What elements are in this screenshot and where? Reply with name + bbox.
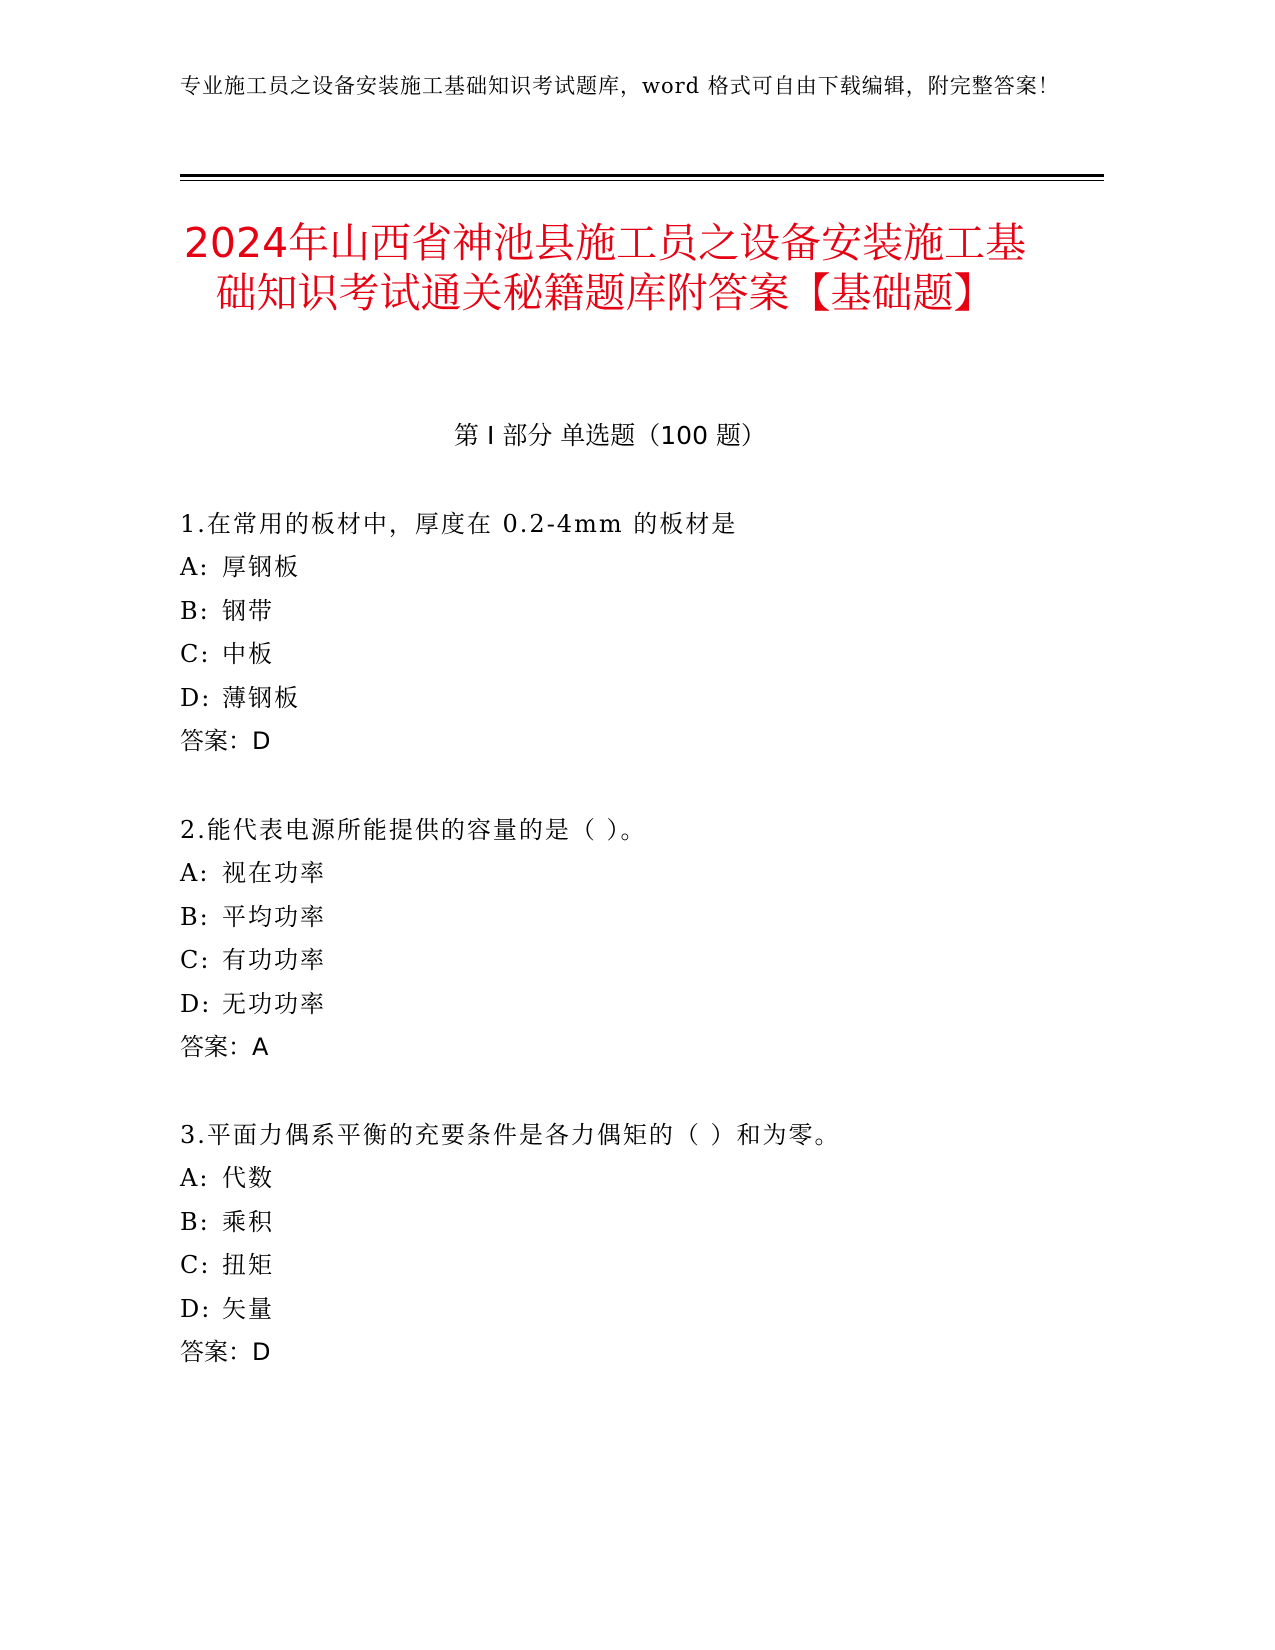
option-key: D: [180, 1294, 212, 1323]
option-b [180, 902, 1080, 932]
option-key: B: [180, 1207, 210, 1236]
document-title: 2024年山西省神池县施工员之设备安装施工基础知识考试通关秘籍题库附答案【基础题】 [183, 219, 1027, 317]
question-1 [180, 509, 1080, 756]
question-3 [180, 1120, 1080, 1367]
header-note: 专业施工员之设备安装施工基础知识考试题库，word 格式可自由下载编辑，附完整答案！ [180, 74, 1060, 98]
question-2 [180, 815, 1080, 1062]
option-key: A: [180, 859, 210, 887]
question-text: 2.能代表电源所能提供的容量的是（ ）。 [180, 816, 647, 844]
option-key: B: [180, 902, 210, 931]
section-title: 第 I 部分 单选题（100 题） [454, 421, 766, 450]
answer-value: D [252, 727, 271, 755]
option-a [180, 858, 1080, 888]
option-text: 矢量 [222, 1294, 274, 1323]
option-text: 扭矩 [222, 1251, 274, 1279]
answer-line [180, 1337, 1080, 1367]
option-key: C: [180, 1251, 211, 1279]
answer-prefix: 答案： [180, 1033, 252, 1061]
option-d [180, 1294, 1080, 1324]
option-key: B: [180, 596, 210, 625]
option-b [180, 1207, 1080, 1237]
option-text: 乘积 [222, 1207, 274, 1236]
answer-value: A [252, 1033, 269, 1061]
option-text: 代数 [222, 1164, 274, 1192]
option-a [180, 1163, 1080, 1193]
option-d [180, 989, 1080, 1019]
option-text: 有功功率 [222, 946, 326, 974]
option-text: 无功功率 [222, 989, 326, 1018]
option-text: 厚钢板 [222, 553, 300, 581]
option-text: 视在功率 [222, 859, 326, 887]
option-text: 平均功率 [222, 902, 326, 931]
option-key: A: [180, 553, 210, 581]
option-key: C: [180, 640, 211, 668]
option-a [180, 552, 1080, 582]
question-text: 1.在常用的板材中，厚度在 0.2-4mm 的板材是 [180, 510, 738, 538]
option-key: C: [180, 946, 211, 974]
option-key: D: [180, 989, 212, 1018]
option-text: 薄钢板 [222, 683, 300, 712]
option-b [180, 596, 1080, 626]
answer-value: D [252, 1338, 271, 1366]
option-text: 中板 [222, 640, 274, 668]
question-text: 3.平面力偶系平衡的充要条件是各力偶矩的（ ）和为零。 [180, 1121, 841, 1149]
option-text: 钢带 [222, 596, 274, 625]
option-c [180, 639, 1080, 669]
header-divider-thin [180, 180, 1104, 181]
option-key: A: [180, 1164, 210, 1192]
answer-prefix: 答案： [180, 727, 252, 755]
option-d [180, 683, 1080, 713]
answer-line [180, 726, 1080, 756]
option-c [180, 1250, 1080, 1280]
answer-prefix: 答案： [180, 1338, 252, 1366]
option-key: D: [180, 683, 212, 712]
option-c [180, 945, 1080, 975]
answer-line [180, 1032, 1080, 1062]
header-divider-thick [180, 174, 1104, 177]
